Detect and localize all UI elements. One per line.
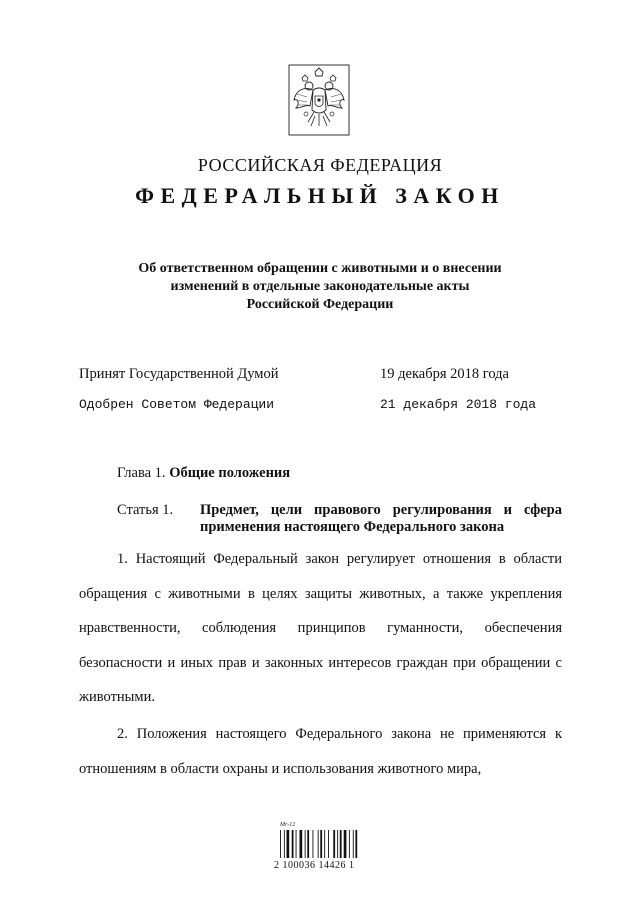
- barcode-bar: [320, 830, 322, 858]
- law-title: [110, 260, 530, 314]
- barcode-bar: [287, 830, 290, 858]
- barcode-bar: [305, 830, 306, 858]
- coat-of-arms-icon: [288, 64, 350, 136]
- country-heading: РОССИЙСКАЯ ФЕДЕРАЦИЯ: [197, 155, 443, 175]
- barcode-bar: [307, 830, 309, 858]
- barcode-bar: [353, 830, 354, 858]
- barcode-bar: [280, 830, 281, 858]
- chapter-prefix: Глава 1.: [117, 465, 166, 481]
- law-title-line: Об ответственном обращении с животными и о внесении: [138, 261, 502, 276]
- duma-adoption-label: Принят Государственной Думой: [79, 366, 279, 382]
- barcode-bar: [328, 830, 329, 858]
- article-number: Статья 1.: [117, 502, 174, 518]
- chapter-name: Общие положения: [169, 465, 291, 481]
- paragraph: 1. Настоящий Федеральный закон регулирует отношения в области обращения с животными в целях защиты животных, а также укрепления нравственности, соблюдения принципов гуманности, обеспечения безопасности и иных прав и законных интересов граждан при обращении с животными.: [79, 551, 562, 705]
- barcode-mark: Mr-12: [280, 822, 296, 828]
- paragraph: 2. Положения настоящего Федерального закона не применяются к отношениям в области охраны и использования животного мира,: [79, 726, 562, 777]
- barcode-bar: [296, 830, 297, 858]
- council-approval-date: 21 декабря 2018 года: [380, 397, 537, 412]
- chapter-heading: [117, 465, 290, 482]
- law-title-line: изменений в отдельные законодательные акты: [170, 279, 470, 294]
- barcode-bar: [340, 830, 342, 858]
- barcode-bar: [344, 830, 347, 858]
- law-type-heading: ФЕДЕРАЛЬНЫЙ ЗАКОН: [135, 183, 505, 208]
- barcode-bar: [292, 830, 294, 858]
- barcode-bar: [333, 830, 335, 858]
- barcode-bar: [318, 830, 319, 858]
- barcode-icon: [276, 818, 366, 884]
- barcode-number: 2 100036 14426 1: [274, 860, 355, 871]
- council-approval-label: Одобрен Советом Федерации: [79, 397, 275, 412]
- barcode-bar: [337, 830, 338, 858]
- barcode-bar: [284, 830, 285, 858]
- barcode-bar: [313, 830, 314, 858]
- barcode-bar: [355, 830, 357, 858]
- barcode-bar: [300, 830, 303, 858]
- duma-adoption-date: 19 декабря 2018 года: [380, 366, 509, 382]
- barcode-bar: [349, 830, 350, 858]
- article-title: Предмет, цели правового регулирования и сфера применения настоящего Федерального закона: [200, 502, 562, 535]
- law-title-line: Российской Федерации: [246, 297, 394, 312]
- barcode-bar: [324, 830, 325, 858]
